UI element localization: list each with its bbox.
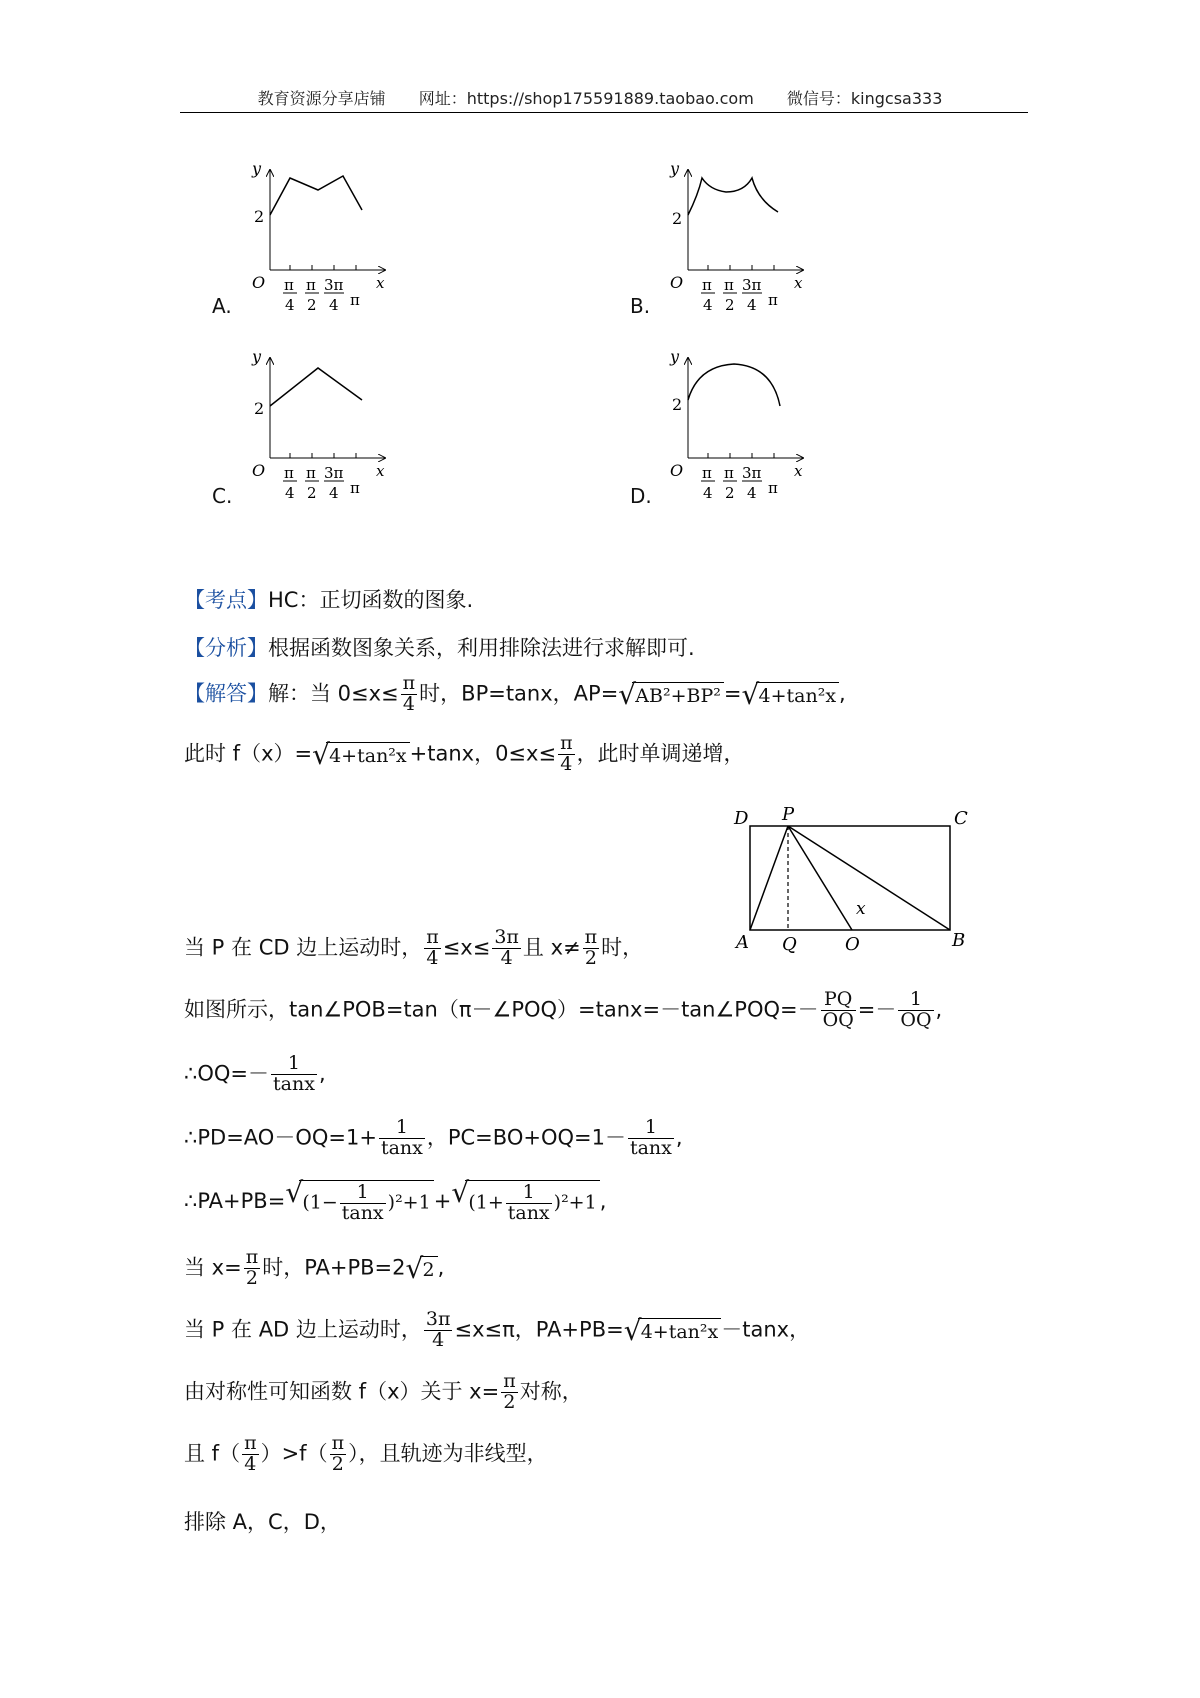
svg-text:4: 4 — [285, 296, 295, 314]
svg-text:2: 2 — [725, 296, 735, 314]
svg-text:3π: 3π — [324, 464, 344, 482]
svg-text:x: x — [376, 462, 385, 480]
option-a-label: A. — [212, 294, 232, 318]
svg-text:π: π — [350, 291, 360, 309]
svg-text:π: π — [350, 479, 360, 497]
svg-text:4: 4 — [747, 296, 757, 314]
svg-text:4: 4 — [747, 484, 757, 502]
kaodian-text: HC：正切函数的图象. — [268, 588, 474, 612]
option-d-label: D. — [630, 484, 652, 508]
shop-url[interactable]: 网址：https://shop175591889.taobao.com — [418, 89, 754, 108]
label-A: A — [736, 932, 749, 953]
svg-text:2: 2 — [307, 484, 317, 502]
sqrt-ab-bp: √ AB²+BP² — [618, 682, 724, 707]
svg-text:y: y — [670, 159, 680, 178]
svg-text:2: 2 — [725, 484, 735, 502]
svg-text:2: 2 — [254, 399, 265, 418]
label-x: x — [856, 899, 866, 919]
label-D: D — [734, 808, 749, 829]
svg-text:π: π — [724, 464, 734, 482]
svg-text:π: π — [306, 276, 316, 294]
wechat-id: 微信号：kingcsa333 — [786, 89, 943, 108]
jieda-line-1: 【解答】解：当 0≤x≤ $\frac{\pi}{4}$ 时，BP=tanx，AP=√ AB²+BP² =√ 4+tan²x , — [184, 674, 846, 715]
svg-text:2: 2 — [672, 395, 683, 414]
jieda-line-6: ∴PD=AO－OQ=1+ $\frac{1}{\tan x}$ ，PC=BO+OQ=1－ $\frac{1}{\tan x}$ , — [184, 1116, 683, 1159]
svg-text:3π: 3π — [324, 276, 344, 294]
jieda-line-10: 由对称性可知函数 f（x）关于 x= $\frac{\pi}{2}$ 对称， — [184, 1370, 583, 1413]
fenxi-text: 根据函数图象关系，利用排除法进行求解即可. — [268, 636, 695, 660]
graph-c — [251, 347, 385, 502]
svg-text:O: O — [670, 461, 684, 480]
svg-text:4: 4 — [703, 296, 713, 314]
jieda-line-2: 此时 f（x）=√ 4+tan²x +tanx，0≤x≤ $\frac{\pi}{4}$ ，此时单调递增， — [184, 734, 745, 775]
svg-text:π: π — [702, 276, 712, 294]
svg-text:y: y — [252, 159, 262, 178]
kaodian-line — [184, 584, 473, 614]
svg-text:π: π — [768, 291, 778, 309]
svg-text:π: π — [284, 464, 294, 482]
svg-text:y: y — [252, 347, 262, 366]
svg-text:4: 4 — [329, 296, 339, 314]
svg-text:π: π — [284, 276, 294, 294]
label-P: P — [782, 806, 795, 825]
label-Q: Q — [782, 934, 797, 955]
svg-text:x: x — [794, 462, 803, 480]
jieda-line-8: 当 x= $\frac{\pi}{2}$ 时，PA+PB=2√ 2 , — [184, 1248, 444, 1289]
option-c-label: C. — [212, 484, 233, 508]
svg-text:y: y — [670, 347, 680, 366]
svg-text:O: O — [670, 273, 684, 292]
graph-d — [669, 347, 803, 502]
svg-text:π: π — [768, 479, 778, 497]
fenxi-line — [184, 632, 695, 662]
svg-text:2: 2 — [672, 209, 683, 228]
jieda-line-3: 当 P 在 CD 边上运动时， $\frac{\pi}{4}$ ≤x≤ $\frac{3\pi}{4}$ 且 x≠ $\frac{\pi}{2}$ 时， — [184, 926, 644, 969]
option-b-label: B. — [630, 294, 651, 318]
svg-text:4: 4 — [285, 484, 295, 502]
jieda-line-11: 且 f（ $\frac{\pi}{4}$ ）>f（ $\frac{\pi}{2}$ ），且轨迹为非线型， — [184, 1432, 548, 1475]
rectangle-figure — [730, 806, 990, 956]
svg-text:3π: 3π — [742, 464, 762, 482]
jieda-line-12: 排除 A，C，D， — [184, 1510, 341, 1534]
label-B: B — [952, 930, 966, 951]
svg-text:4: 4 — [703, 484, 713, 502]
svg-text:x: x — [794, 274, 803, 292]
svg-text:π: π — [306, 464, 316, 482]
jieda-tag: 【解答】 — [184, 681, 268, 706]
svg-text:π: π — [702, 464, 712, 482]
jieda-line-5: ∴OQ=－ $\frac{1}{\tan x}$ , — [184, 1052, 326, 1095]
label-O: O — [845, 934, 860, 955]
svg-text:O: O — [252, 461, 266, 480]
jieda-line-4: 如图所示，tan∠POB=tan（π－∠POQ）=tanx=－tan∠POQ=－ $\frac{PQ}{OQ}$ =－ $\frac{1}{OQ}$ , — [184, 988, 943, 1031]
svg-text:O: O — [252, 273, 266, 292]
svg-text:4: 4 — [329, 484, 339, 502]
fenxi-tag: 【分析】 — [184, 636, 268, 660]
shop-name: 教育资源分享店铺 — [257, 89, 386, 108]
svg-text:2: 2 — [307, 296, 317, 314]
svg-text:2: 2 — [254, 207, 265, 226]
sqrt-4-tan2x: √ 4+tan²x — [742, 682, 840, 707]
kaodian-tag: 【考点】 — [184, 588, 268, 612]
graph-b — [669, 159, 803, 314]
jieda-line-7: ∴PA+PB=√ (1− $\frac{1}{\tan x}$ )²+1 +√ (1+ $\frac{1}{\tan x}$ )²+1 , — [184, 1180, 606, 1224]
svg-text:3π: 3π — [742, 276, 762, 294]
label-C: C — [954, 808, 968, 829]
graph-a — [251, 159, 385, 314]
option-graphs — [0, 0, 1200, 520]
svg-text:π: π — [724, 276, 734, 294]
svg-text:x: x — [376, 274, 385, 292]
jieda-line-9: 当 P 在 AD 边上运动时， $\frac{3\pi}{4}$ ≤x≤π，PA+PB=√ 4+tan²x －tanx， — [184, 1310, 810, 1351]
